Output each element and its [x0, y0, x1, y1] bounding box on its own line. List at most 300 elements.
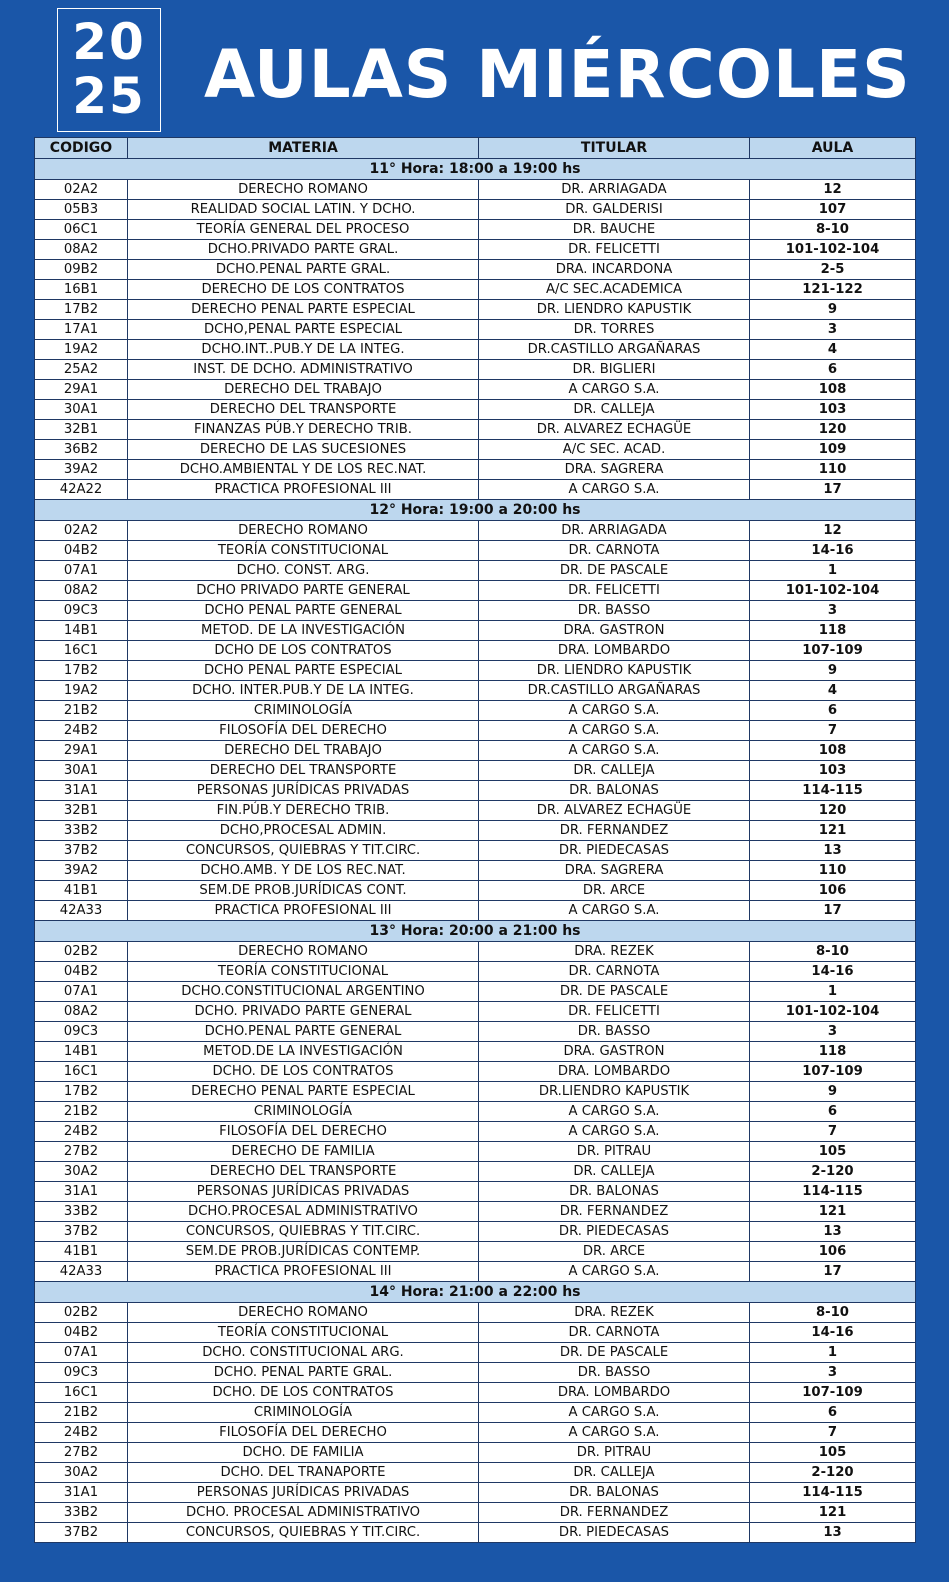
codigo-cell: 42A22: [35, 480, 128, 500]
table-row: [35, 1162, 916, 1182]
codigo-cell: 33B2: [35, 1503, 128, 1523]
aula-cell: 3: [750, 1363, 916, 1383]
aula-cell: 109: [750, 440, 916, 460]
titular-cell: DR. ARCE: [479, 1242, 750, 1262]
aula-cell: 105: [750, 1142, 916, 1162]
codigo-cell: 17A1: [35, 320, 128, 340]
codigo-cell: 08A2: [35, 581, 128, 601]
table-row: [35, 982, 916, 1002]
codigo-cell: 16C1: [35, 641, 128, 661]
aula-cell: 3: [750, 320, 916, 340]
year-badge: [57, 8, 161, 132]
hour-section-label: 13° Hora: 20:00 a 21:00 hs: [35, 921, 916, 942]
materia-cell: METOD.DE LA INVESTIGACIÓN: [128, 1042, 479, 1062]
table-row: [35, 1122, 916, 1142]
aula-cell: 6: [750, 1102, 916, 1122]
table-row: [35, 581, 916, 601]
codigo-cell: 30A2: [35, 1162, 128, 1182]
table-row: [35, 340, 916, 360]
table-row: [35, 1363, 916, 1383]
titular-cell: DR. FELICETTI: [479, 1002, 750, 1022]
codigo-cell: 19A2: [35, 681, 128, 701]
titular-cell: DR. ARCE: [479, 881, 750, 901]
aula-cell: 107: [750, 200, 916, 220]
titular-cell: DR. BASSO: [479, 601, 750, 621]
titular-cell: DRA. LOMBARDO: [479, 641, 750, 661]
titular-cell: A/C SEC.ACADEMICA: [479, 280, 750, 300]
titular-cell: DR. CALLEJA: [479, 400, 750, 420]
materia-cell: DCHO.AMB. Y DE LOS REC.NAT.: [128, 861, 479, 881]
table-row: [35, 1463, 916, 1483]
table-row: [35, 320, 916, 340]
titular-cell: A CARGO S.A.: [479, 1122, 750, 1142]
codigo-cell: 07A1: [35, 982, 128, 1002]
titular-cell: A CARGO S.A.: [479, 1102, 750, 1122]
aula-cell: 14-16: [750, 962, 916, 982]
aula-cell: 17: [750, 901, 916, 921]
aula-cell: 107-109: [750, 1383, 916, 1403]
titular-cell: DR. ALVAREZ ECHAGÜE: [479, 801, 750, 821]
titular-cell: DR. BALONAS: [479, 1483, 750, 1503]
table-row: [35, 220, 916, 240]
codigo-cell: 41B1: [35, 881, 128, 901]
table-row: [35, 1262, 916, 1282]
titular-cell: DR. DE PASCALE: [479, 1343, 750, 1363]
table-row: [35, 420, 916, 440]
codigo-cell: 29A1: [35, 380, 128, 400]
titular-cell: A CARGO S.A.: [479, 901, 750, 921]
table-row: [35, 721, 916, 741]
aula-cell: 105: [750, 1443, 916, 1463]
table-row: [35, 200, 916, 220]
titular-cell: DR. ALVAREZ ECHAGÜE: [479, 420, 750, 440]
aula-cell: 8-10: [750, 1303, 916, 1323]
codigo-cell: 04B2: [35, 1323, 128, 1343]
table-row: [35, 942, 916, 962]
titular-cell: DR.CASTILLO ARGAÑARAS: [479, 681, 750, 701]
table-row: [35, 260, 916, 280]
codigo-cell: 05B3: [35, 200, 128, 220]
aula-cell: 2-120: [750, 1162, 916, 1182]
codigo-cell: 02B2: [35, 1303, 128, 1323]
codigo-cell: 39A2: [35, 861, 128, 881]
codigo-cell: 07A1: [35, 561, 128, 581]
codigo-cell: 06C1: [35, 220, 128, 240]
titular-cell: DRA. LOMBARDO: [479, 1383, 750, 1403]
codigo-cell: 02A2: [35, 180, 128, 200]
aula-cell: 6: [750, 360, 916, 380]
materia-cell: DERECHO ROMANO: [128, 521, 479, 541]
titular-cell: DRA. GASTRON: [479, 1042, 750, 1062]
table-row: [35, 1142, 916, 1162]
aula-cell: 118: [750, 621, 916, 641]
aula-cell: 9: [750, 1082, 916, 1102]
titular-cell: DR. CALLEJA: [479, 761, 750, 781]
codigo-cell: 21B2: [35, 1403, 128, 1423]
aula-cell: 2-120: [750, 1463, 916, 1483]
codigo-cell: 17B2: [35, 661, 128, 681]
codigo-cell: 07A1: [35, 1343, 128, 1363]
titular-cell: DR. DE PASCALE: [479, 982, 750, 1002]
codigo-cell: 16C1: [35, 1062, 128, 1082]
aula-cell: 108: [750, 380, 916, 400]
materia-cell: PRACTICA PROFESIONAL III: [128, 901, 479, 921]
materia-cell: PRACTICA PROFESIONAL III: [128, 480, 479, 500]
aula-cell: 121: [750, 1202, 916, 1222]
aula-cell: 2-5: [750, 260, 916, 280]
titular-cell: DR. BALONAS: [479, 1182, 750, 1202]
aula-cell: 12: [750, 521, 916, 541]
table-row: [35, 1022, 916, 1042]
table-row: [35, 1323, 916, 1343]
aula-cell: 13: [750, 1222, 916, 1242]
hour-section-row: [35, 921, 916, 942]
table-row: [35, 701, 916, 721]
titular-cell: DRA. INCARDONA: [479, 260, 750, 280]
codigo-cell: 25A2: [35, 360, 128, 380]
aula-cell: 108: [750, 741, 916, 761]
table-row: [35, 360, 916, 380]
materia-cell: CONCURSOS, QUIEBRAS Y TIT.CIRC.: [128, 841, 479, 861]
aula-cell: 7: [750, 721, 916, 741]
titular-cell: DRA. REZEK: [479, 942, 750, 962]
table-row: [35, 1303, 916, 1323]
materia-cell: DERECHO DEL TRANSPORTE: [128, 761, 479, 781]
materia-cell: PERSONAS JURÍDICAS PRIVADAS: [128, 781, 479, 801]
titular-cell: A CARGO S.A.: [479, 701, 750, 721]
aula-cell: 106: [750, 881, 916, 901]
codigo-cell: 17B2: [35, 1082, 128, 1102]
codigo-cell: 31A1: [35, 781, 128, 801]
aula-cell: 9: [750, 300, 916, 320]
titular-cell: DR. BIGLIERI: [479, 360, 750, 380]
materia-cell: SEM.DE PROB.JURÍDICAS CONT.: [128, 881, 479, 901]
aula-cell: 114-115: [750, 781, 916, 801]
materia-cell: DCHO. CONST. ARG.: [128, 561, 479, 581]
materia-cell: METOD. DE LA INVESTIGACIÓN: [128, 621, 479, 641]
titular-cell: A CARGO S.A.: [479, 741, 750, 761]
table-row: [35, 1202, 916, 1222]
titular-cell: DR. FELICETTI: [479, 240, 750, 260]
materia-cell: CONCURSOS, QUIEBRAS Y TIT.CIRC.: [128, 1523, 479, 1543]
table-row: [35, 821, 916, 841]
materia-cell: DERECHO PENAL PARTE ESPECIAL: [128, 1082, 479, 1102]
materia-cell: DERECHO DE FAMILIA: [128, 1142, 479, 1162]
codigo-cell: 21B2: [35, 1102, 128, 1122]
codigo-cell: 17B2: [35, 300, 128, 320]
hour-section-row: [35, 500, 916, 521]
codigo-cell: 04B2: [35, 541, 128, 561]
aula-cell: 1: [750, 982, 916, 1002]
titular-cell: A CARGO S.A.: [479, 721, 750, 741]
aula-cell: 121: [750, 821, 916, 841]
materia-cell: DCHO. DEL TRANAPORTE: [128, 1463, 479, 1483]
titular-cell: DR. ARRIAGADA: [479, 180, 750, 200]
titular-cell: DR. FERNANDEZ: [479, 1202, 750, 1222]
codigo-cell: 08A2: [35, 240, 128, 260]
codigo-cell: 30A1: [35, 400, 128, 420]
codigo-cell: 27B2: [35, 1142, 128, 1162]
table-row: [35, 881, 916, 901]
titular-cell: A CARGO S.A.: [479, 1403, 750, 1423]
aula-cell: 6: [750, 1403, 916, 1423]
titular-cell: DR. BASSO: [479, 1363, 750, 1383]
materia-cell: PRACTICA PROFESIONAL III: [128, 1262, 479, 1282]
titular-cell: A CARGO S.A.: [479, 380, 750, 400]
titular-cell: DR. CARNOTA: [479, 962, 750, 982]
codigo-cell: 09C3: [35, 1363, 128, 1383]
table-row: [35, 861, 916, 881]
codigo-cell: 32B1: [35, 801, 128, 821]
aula-cell: 106: [750, 1242, 916, 1262]
hour-section-label: 12° Hora: 19:00 a 20:00 hs: [35, 500, 916, 521]
aula-cell: 101-102-104: [750, 581, 916, 601]
aula-cell: 114-115: [750, 1182, 916, 1202]
titular-cell: DR. FERNANDEZ: [479, 821, 750, 841]
column-header-codigo: CODIGO: [35, 138, 128, 159]
table-row: [35, 661, 916, 681]
table-row: [35, 681, 916, 701]
materia-cell: DCHO.AMBIENTAL Y DE LOS REC.NAT.: [128, 460, 479, 480]
codigo-cell: 24B2: [35, 1423, 128, 1443]
aula-cell: 121-122: [750, 280, 916, 300]
materia-cell: TEORÍA GENERAL DEL PROCESO: [128, 220, 479, 240]
aula-cell: 6: [750, 701, 916, 721]
titular-cell: DR. BALONAS: [479, 781, 750, 801]
titular-cell: DR.CASTILLO ARGAÑARAS: [479, 340, 750, 360]
codigo-cell: 02B2: [35, 942, 128, 962]
aula-cell: 14-16: [750, 1323, 916, 1343]
titular-cell: A CARGO S.A.: [479, 1262, 750, 1282]
aula-cell: 9: [750, 661, 916, 681]
table-row: [35, 1403, 916, 1423]
materia-cell: DCHO. CONSTITUCIONAL ARG.: [128, 1343, 479, 1363]
table-row: [35, 621, 916, 641]
materia-cell: FIN.PÚB.Y DERECHO TRIB.: [128, 801, 479, 821]
page-title: AULAS MIÉRCOLES: [204, 36, 911, 113]
column-header-titular: TITULAR: [479, 138, 750, 159]
header-row: [35, 138, 916, 159]
materia-cell: DCHO. DE FAMILIA: [128, 1443, 479, 1463]
table-row: [35, 1082, 916, 1102]
titular-cell: DRA. SAGRERA: [479, 460, 750, 480]
table-row: [35, 380, 916, 400]
titular-cell: DRA. REZEK: [479, 1303, 750, 1323]
materia-cell: DERECHO DEL TRANSPORTE: [128, 400, 479, 420]
aula-cell: 118: [750, 1042, 916, 1062]
titular-cell: DR. FELICETTI: [479, 581, 750, 601]
table-row: [35, 180, 916, 200]
codigo-cell: 31A1: [35, 1182, 128, 1202]
page-header: [0, 0, 949, 136]
titular-cell: DR. DE PASCALE: [479, 561, 750, 581]
aula-cell: 8-10: [750, 942, 916, 962]
materia-cell: DERECHO PENAL PARTE ESPECIAL: [128, 300, 479, 320]
codigo-cell: 42A33: [35, 901, 128, 921]
titular-cell: DRA. GASTRON: [479, 621, 750, 641]
hour-section-row: [35, 1282, 916, 1303]
aula-cell: 121: [750, 1503, 916, 1523]
table-row: [35, 601, 916, 621]
codigo-cell: 09C3: [35, 1022, 128, 1042]
codigo-cell: 33B2: [35, 1202, 128, 1222]
materia-cell: FILOSOFÍA DEL DERECHO: [128, 721, 479, 741]
materia-cell: CONCURSOS, QUIEBRAS Y TIT.CIRC.: [128, 1222, 479, 1242]
table-row: [35, 400, 916, 420]
aula-cell: 4: [750, 340, 916, 360]
titular-cell: DRA. LOMBARDO: [479, 1062, 750, 1082]
materia-cell: CRIMINOLOGÍA: [128, 1102, 479, 1122]
aula-cell: 107-109: [750, 1062, 916, 1082]
materia-cell: DCHO.INT..PUB.Y DE LA INTEG.: [128, 340, 479, 360]
aula-cell: 101-102-104: [750, 240, 916, 260]
codigo-cell: 24B2: [35, 721, 128, 741]
table-row: [35, 1483, 916, 1503]
materia-cell: DCHO. PENAL PARTE GRAL.: [128, 1363, 479, 1383]
materia-cell: DCHO PENAL PARTE GENERAL: [128, 601, 479, 621]
materia-cell: DCHO PRIVADO PARTE GENERAL: [128, 581, 479, 601]
codigo-cell: 36B2: [35, 440, 128, 460]
materia-cell: FINANZAS PÚB.Y DERECHO TRIB.: [128, 420, 479, 440]
codigo-cell: 14B1: [35, 1042, 128, 1062]
materia-cell: PERSONAS JURÍDICAS PRIVADAS: [128, 1182, 479, 1202]
table-row: [35, 440, 916, 460]
materia-cell: DCHO.PRIVADO PARTE GRAL.: [128, 240, 479, 260]
table-row: [35, 801, 916, 821]
titular-cell: A CARGO S.A.: [479, 1423, 750, 1443]
aula-cell: 110: [750, 460, 916, 480]
titular-cell: DR. FERNANDEZ: [479, 1503, 750, 1523]
materia-cell: DCHO. DE LOS CONTRATOS: [128, 1383, 479, 1403]
codigo-cell: 39A2: [35, 460, 128, 480]
materia-cell: DCHO DE LOS CONTRATOS: [128, 641, 479, 661]
titular-cell: DR. CARNOTA: [479, 541, 750, 561]
year-bottom: 25: [72, 67, 146, 125]
year-top: 20: [72, 13, 146, 71]
codigo-cell: 09B2: [35, 260, 128, 280]
materia-cell: REALIDAD SOCIAL LATIN. Y DCHO.: [128, 200, 479, 220]
codigo-cell: 09C3: [35, 601, 128, 621]
materia-cell: TEORÍA CONSTITUCIONAL: [128, 541, 479, 561]
table-row: [35, 280, 916, 300]
aula-cell: 3: [750, 601, 916, 621]
materia-cell: SEM.DE PROB.JURÍDICAS CONTEMP.: [128, 1242, 479, 1262]
titular-cell: DR. GALDERISI: [479, 200, 750, 220]
hour-section-label: 14° Hora: 21:00 a 22:00 hs: [35, 1282, 916, 1303]
table-header: [35, 138, 916, 159]
titular-cell: DR. PIEDECASAS: [479, 841, 750, 861]
table-row: [35, 962, 916, 982]
aula-cell: 7: [750, 1122, 916, 1142]
materia-cell: DCHO. PRIVADO PARTE GENERAL: [128, 1002, 479, 1022]
table-row: [35, 1102, 916, 1122]
aula-cell: 8-10: [750, 220, 916, 240]
materia-cell: DCHO.PENAL PARTE GRAL.: [128, 260, 479, 280]
materia-cell: DCHO.PROCESAL ADMINISTRATIVO: [128, 1202, 479, 1222]
hour-section-row: [35, 159, 916, 180]
codigo-cell: 33B2: [35, 821, 128, 841]
codigo-cell: 08A2: [35, 1002, 128, 1022]
hour-section-label: 11° Hora: 18:00 a 19:00 hs: [35, 159, 916, 180]
table-row: [35, 641, 916, 661]
materia-cell: DCHO,PENAL PARTE ESPECIAL: [128, 320, 479, 340]
table-row: [35, 1383, 916, 1403]
table-row: [35, 781, 916, 801]
aula-cell: 14-16: [750, 541, 916, 561]
titular-cell: DR. LIENDRO KAPUSTIK: [479, 661, 750, 681]
table-row: [35, 1182, 916, 1202]
table-row: [35, 1062, 916, 1082]
aula-cell: 103: [750, 761, 916, 781]
aula-cell: 101-102-104: [750, 1002, 916, 1022]
aula-cell: 114-115: [750, 1483, 916, 1503]
table-row: [35, 1523, 916, 1543]
materia-cell: DCHO. PROCESAL ADMINISTRATIVO: [128, 1503, 479, 1523]
table-row: [35, 761, 916, 781]
table-row: [35, 460, 916, 480]
codigo-cell: 19A2: [35, 340, 128, 360]
materia-cell: DERECHO ROMANO: [128, 180, 479, 200]
titular-cell: DR. TORRES: [479, 320, 750, 340]
titular-cell: DR. BAUCHE: [479, 220, 750, 240]
codigo-cell: 42A33: [35, 1262, 128, 1282]
materia-cell: CRIMINOLOGÍA: [128, 1403, 479, 1423]
column-header-materia: MATERIA: [128, 138, 479, 159]
aula-cell: 17: [750, 480, 916, 500]
table-row: [35, 1443, 916, 1463]
table-row: [35, 1002, 916, 1022]
codigo-cell: 41B1: [35, 1242, 128, 1262]
materia-cell: DCHO.CONSTITUCIONAL ARGENTINO: [128, 982, 479, 1002]
materia-cell: INST. DE DCHO. ADMINISTRATIVO: [128, 360, 479, 380]
materia-cell: TEORÍA CONSTITUCIONAL: [128, 962, 479, 982]
codigo-cell: 37B2: [35, 841, 128, 861]
aula-cell: 110: [750, 861, 916, 881]
aula-cell: 3: [750, 1022, 916, 1042]
materia-cell: DERECHO DE LOS CONTRATOS: [128, 280, 479, 300]
aula-cell: 1: [750, 561, 916, 581]
materia-cell: PERSONAS JURÍDICAS PRIVADAS: [128, 1483, 479, 1503]
materia-cell: DERECHO DEL TRABAJO: [128, 380, 479, 400]
titular-cell: DR. PITRAU: [479, 1142, 750, 1162]
aula-cell: 4: [750, 681, 916, 701]
materia-cell: DERECHO DEL TRABAJO: [128, 741, 479, 761]
codigo-cell: 24B2: [35, 1122, 128, 1142]
table-row: [35, 1222, 916, 1242]
titular-cell: DR. PIEDECASAS: [479, 1222, 750, 1242]
codigo-cell: 16C1: [35, 1383, 128, 1403]
codigo-cell: 04B2: [35, 962, 128, 982]
codigo-cell: 16B1: [35, 280, 128, 300]
aula-cell: 103: [750, 400, 916, 420]
materia-cell: DERECHO ROMANO: [128, 942, 479, 962]
table-row: [35, 480, 916, 500]
materia-cell: DCHO.PENAL PARTE GENERAL: [128, 1022, 479, 1042]
titular-cell: DR. ARRIAGADA: [479, 521, 750, 541]
aula-cell: 1: [750, 1343, 916, 1363]
table-row: [35, 561, 916, 581]
materia-cell: DCHO PENAL PARTE ESPECIAL: [128, 661, 479, 681]
codigo-cell: 30A2: [35, 1463, 128, 1483]
materia-cell: DCHO,PROCESAL ADMIN.: [128, 821, 479, 841]
codigo-cell: 14B1: [35, 621, 128, 641]
titular-cell: DR. CARNOTA: [479, 1323, 750, 1343]
titular-cell: DR. PITRAU: [479, 1443, 750, 1463]
materia-cell: FILOSOFÍA DEL DERECHO: [128, 1423, 479, 1443]
codigo-cell: 32B1: [35, 420, 128, 440]
codigo-cell: 37B2: [35, 1523, 128, 1543]
codigo-cell: 37B2: [35, 1222, 128, 1242]
